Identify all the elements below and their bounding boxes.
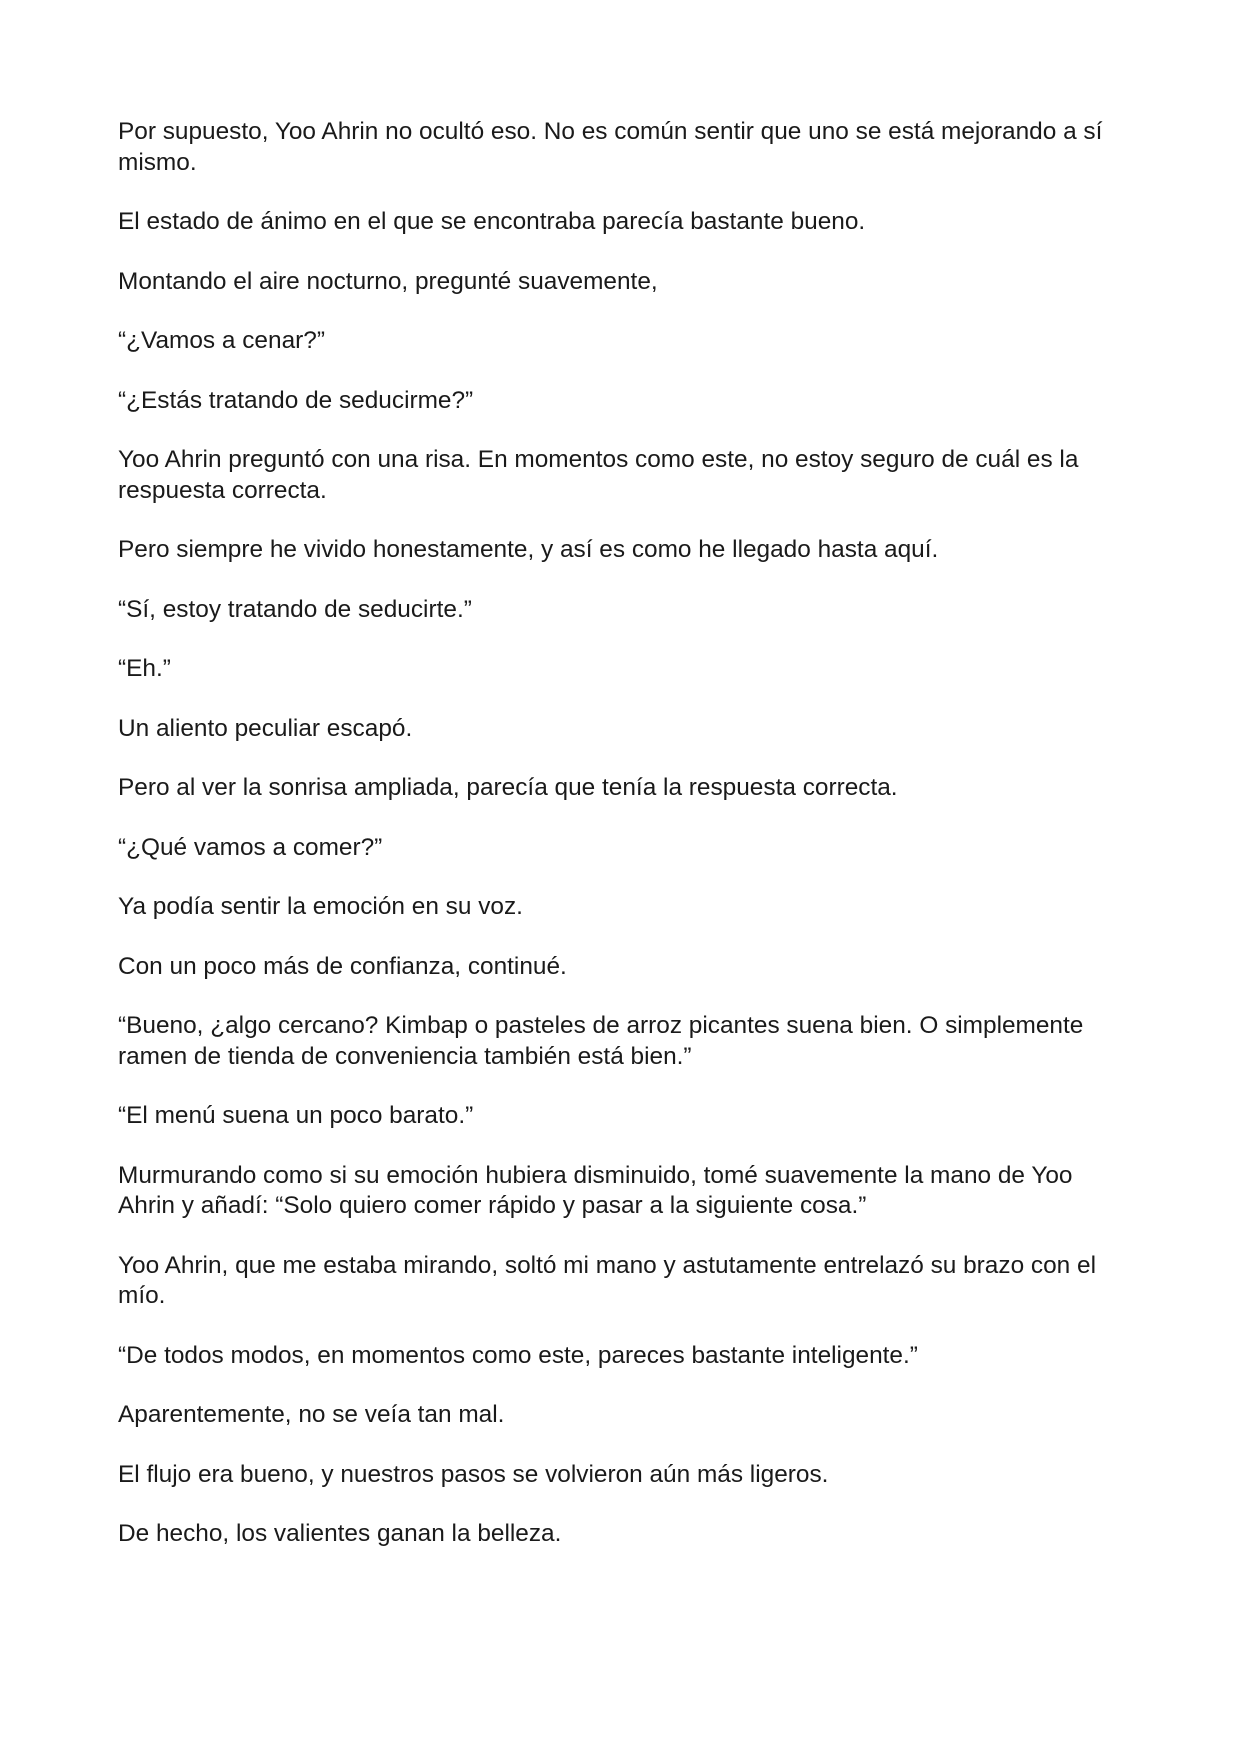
paragraph: Un aliento peculiar escapó. bbox=[118, 714, 413, 742]
paragraph: El estado de ánimo en el que se encontraba parecía bastante bueno. bbox=[118, 208, 866, 235]
paragraph: Yoo Ahrin preguntó con una risa. En momentos como este, no estoy seguro de cuál es la respuesta correcta. bbox=[118, 446, 1079, 504]
paragraph: Aparentemente, no se veía tan mal. bbox=[118, 1401, 505, 1428]
paragraph: Pero al ver la sonrisa ampliada, parecía que tenía la respuesta correcta. bbox=[118, 774, 898, 801]
paragraph: Murmurando como si su emoción hubiera disminuido, tomé suavemente la mano de Yoo Ahrin y añadí: “Solo quiero comer rápido y pasar a la siguiente cosa.” bbox=[118, 1161, 1073, 1219]
paragraph: Con un poco más de confianza, continué. bbox=[118, 952, 567, 980]
paragraph: Yoo Ahrin, que me estaba mirando, soltó mi mano y astutamente entrelazó su brazo con el mío. bbox=[118, 1251, 1096, 1309]
paragraph: “¿Estás tratando de seducirme?” bbox=[118, 386, 474, 414]
paragraph: El flujo era bueno, y nuestros pasos se volvieron aún más ligeros. bbox=[118, 1460, 829, 1488]
paragraph: “¿Qué vamos a comer?” bbox=[118, 833, 383, 861]
paragraph: “El menú suena un poco barato.” bbox=[118, 1102, 474, 1129]
paragraph: Montando el aire nocturno, pregunté suavemente, bbox=[118, 267, 658, 295]
paragraph: “Eh.” bbox=[118, 655, 171, 682]
paragraph: Ya podía sentir la emoción en su voz. bbox=[118, 893, 523, 920]
paragraph: “¿Vamos a cenar?” bbox=[118, 327, 325, 354]
paragraph: “De todos modos, en momentos como este, pareces bastante inteligente.” bbox=[118, 1341, 918, 1369]
document-body bbox=[118, 117, 1128, 1579]
paragraph: Pero siempre he vivido honestamente, y así es como he llegado hasta aquí. bbox=[118, 536, 939, 563]
paragraph: “Bueno, ¿algo cercano? Kimbap o pasteles de arroz picantes suena bien. O simplemente ramen de tienda de conveniencia también está bien.” bbox=[118, 1012, 1084, 1070]
paragraph: “Sí, estoy tratando de seducirte.” bbox=[118, 595, 472, 623]
paragraph: Por supuesto, Yoo Ahrin no ocultó eso. No es común sentir que uno se está mejorando a sí mismo. bbox=[118, 118, 1103, 176]
paragraph: De hecho, los valientes ganan la belleza. bbox=[118, 1520, 562, 1547]
